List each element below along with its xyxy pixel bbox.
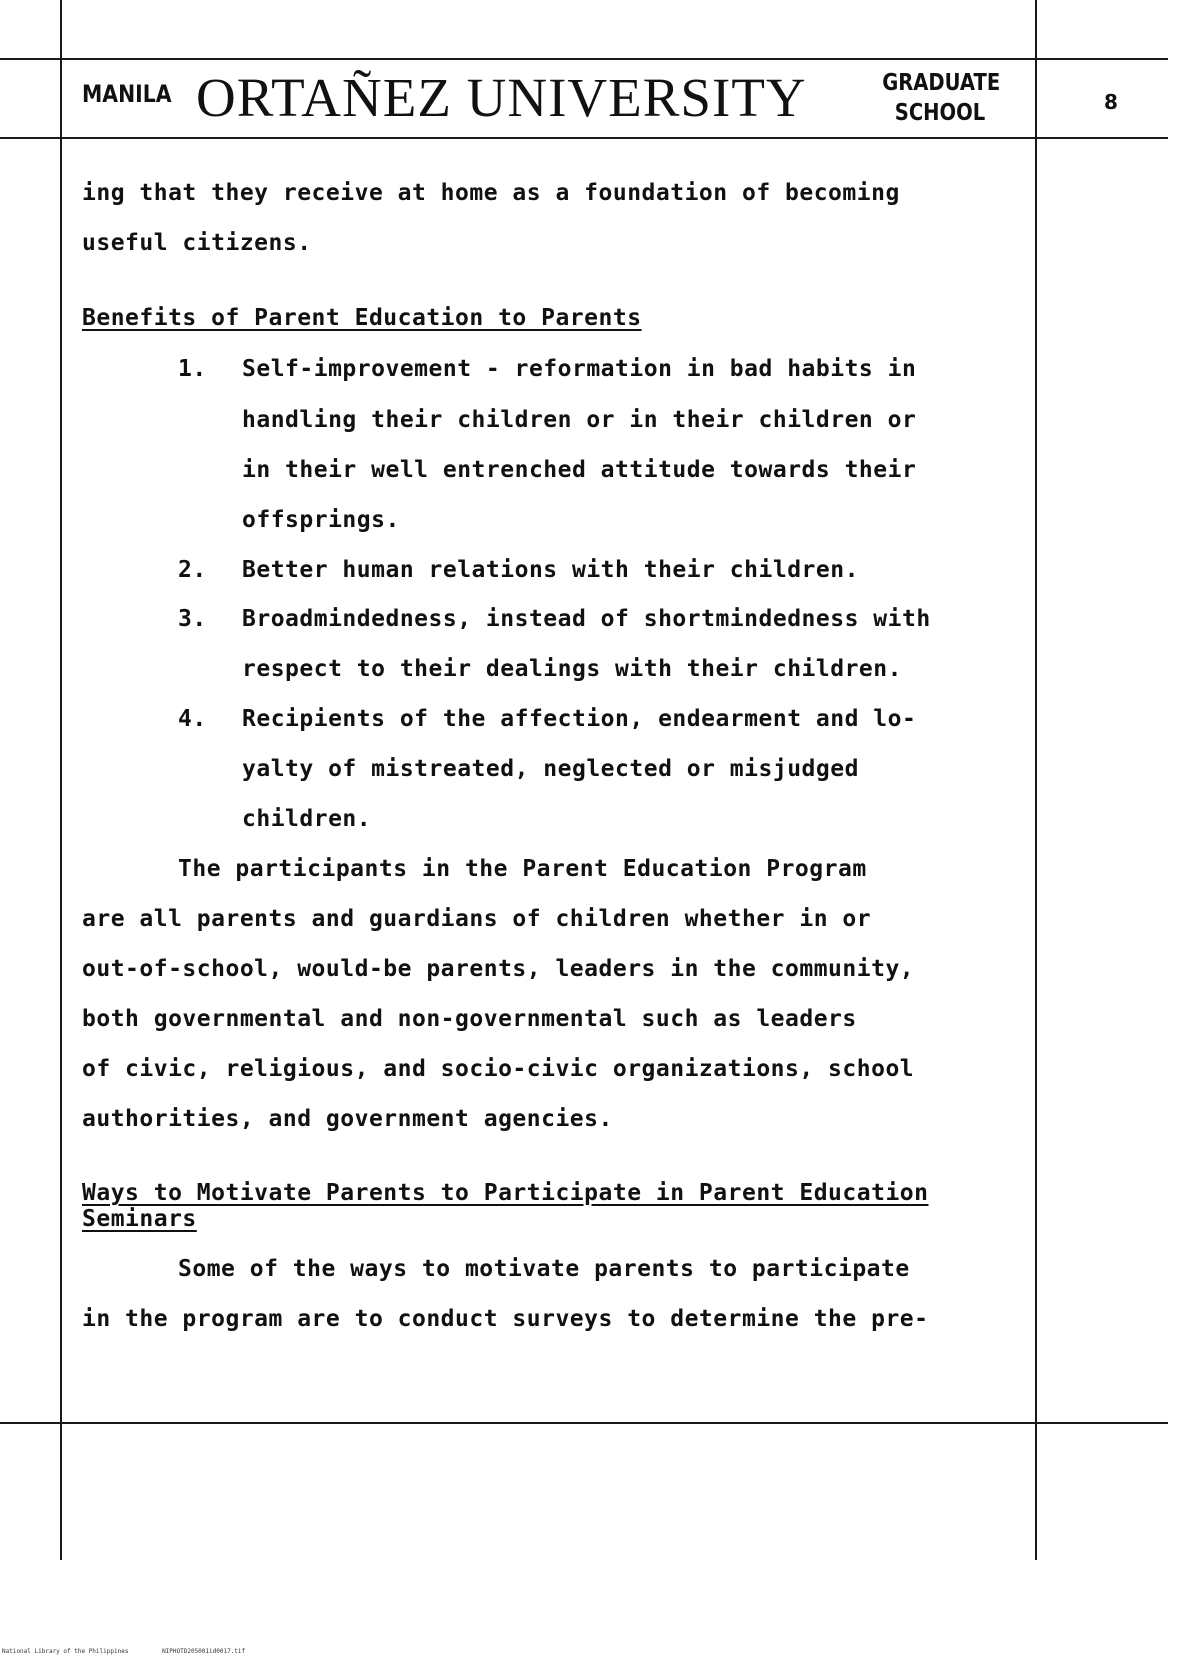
list-item-line: handling their children or in their children or bbox=[242, 407, 917, 433]
left-margin-rule bbox=[60, 0, 62, 1560]
list-item-number: 2. bbox=[178, 557, 207, 583]
section-heading-benefits: Benefits of Parent Education to Parents bbox=[82, 305, 642, 331]
paragraph-line: both governmental and non-governmental such as leaders bbox=[82, 1006, 857, 1032]
footer-library: National Library of the Philippines bbox=[2, 1648, 129, 1655]
paragraph-line: are all parents and guardians of children whether in or bbox=[82, 906, 872, 932]
letterhead-city: MANILA bbox=[82, 80, 172, 108]
paragraph-line: Some of the ways to motivate parents to participate bbox=[178, 1256, 910, 1282]
letterhead-school-line1: GRADUATE bbox=[882, 70, 1001, 96]
header-top-rule bbox=[0, 58, 1168, 60]
list-item-line: Broadmindedness, instead of shortmindedness with bbox=[242, 606, 931, 632]
list-item-number: 3. bbox=[178, 606, 207, 632]
list-item-line: Self-improvement - reformation in bad habits in bbox=[242, 356, 917, 382]
header-bottom-rule bbox=[0, 137, 1168, 139]
letterhead-school-line2: SCHOOL bbox=[894, 100, 986, 126]
list-item-line: respect to their dealings with their children. bbox=[242, 656, 902, 682]
list-item-line: offsprings. bbox=[242, 507, 400, 533]
list-item-line: in their well entrenched attitude towards their bbox=[242, 457, 917, 483]
footer-file-id: NIPHOTD205001id0017.tif bbox=[162, 1648, 246, 1655]
list-item-line: Recipients of the affection, endearment and lo- bbox=[242, 706, 917, 732]
list-item-number: 1. bbox=[178, 356, 207, 382]
continuation-line-1: ing that they receive at home as a foundation of becoming bbox=[82, 180, 900, 206]
paragraph-line: in the program are to conduct surveys to determine the pre- bbox=[82, 1306, 929, 1332]
paragraph-line: out-of-school, would-be parents, leaders in the community, bbox=[82, 956, 915, 982]
section-heading-ways-line1: Ways to Motivate Parents to Participate in Parent Education bbox=[82, 1180, 929, 1206]
letterhead-university: ORTAÑEZ UNIVERSITY bbox=[196, 67, 807, 128]
paragraph-line: The participants in the Parent Education Program bbox=[178, 856, 867, 882]
section-heading-ways-line2: Seminars bbox=[82, 1206, 197, 1232]
list-item-line: yalty of mistreated, neglected or misjudged bbox=[242, 756, 859, 782]
right-margin-rule bbox=[1035, 0, 1037, 1560]
continuation-line-2: useful citizens. bbox=[82, 230, 312, 256]
paragraph-line: of civic, religious, and socio-civic organizations, school bbox=[82, 1056, 915, 1082]
letterhead-school bbox=[882, 68, 1001, 128]
page-number: 8 bbox=[1104, 90, 1118, 114]
list-item-line: children. bbox=[242, 806, 372, 832]
list-item-number: 4. bbox=[178, 706, 207, 732]
paragraph-line: authorities, and government agencies. bbox=[82, 1106, 613, 1132]
list-item-line: Better human relations with their children. bbox=[242, 557, 859, 583]
scan-footer bbox=[2, 1648, 275, 1655]
footer-rule bbox=[0, 1422, 1168, 1424]
